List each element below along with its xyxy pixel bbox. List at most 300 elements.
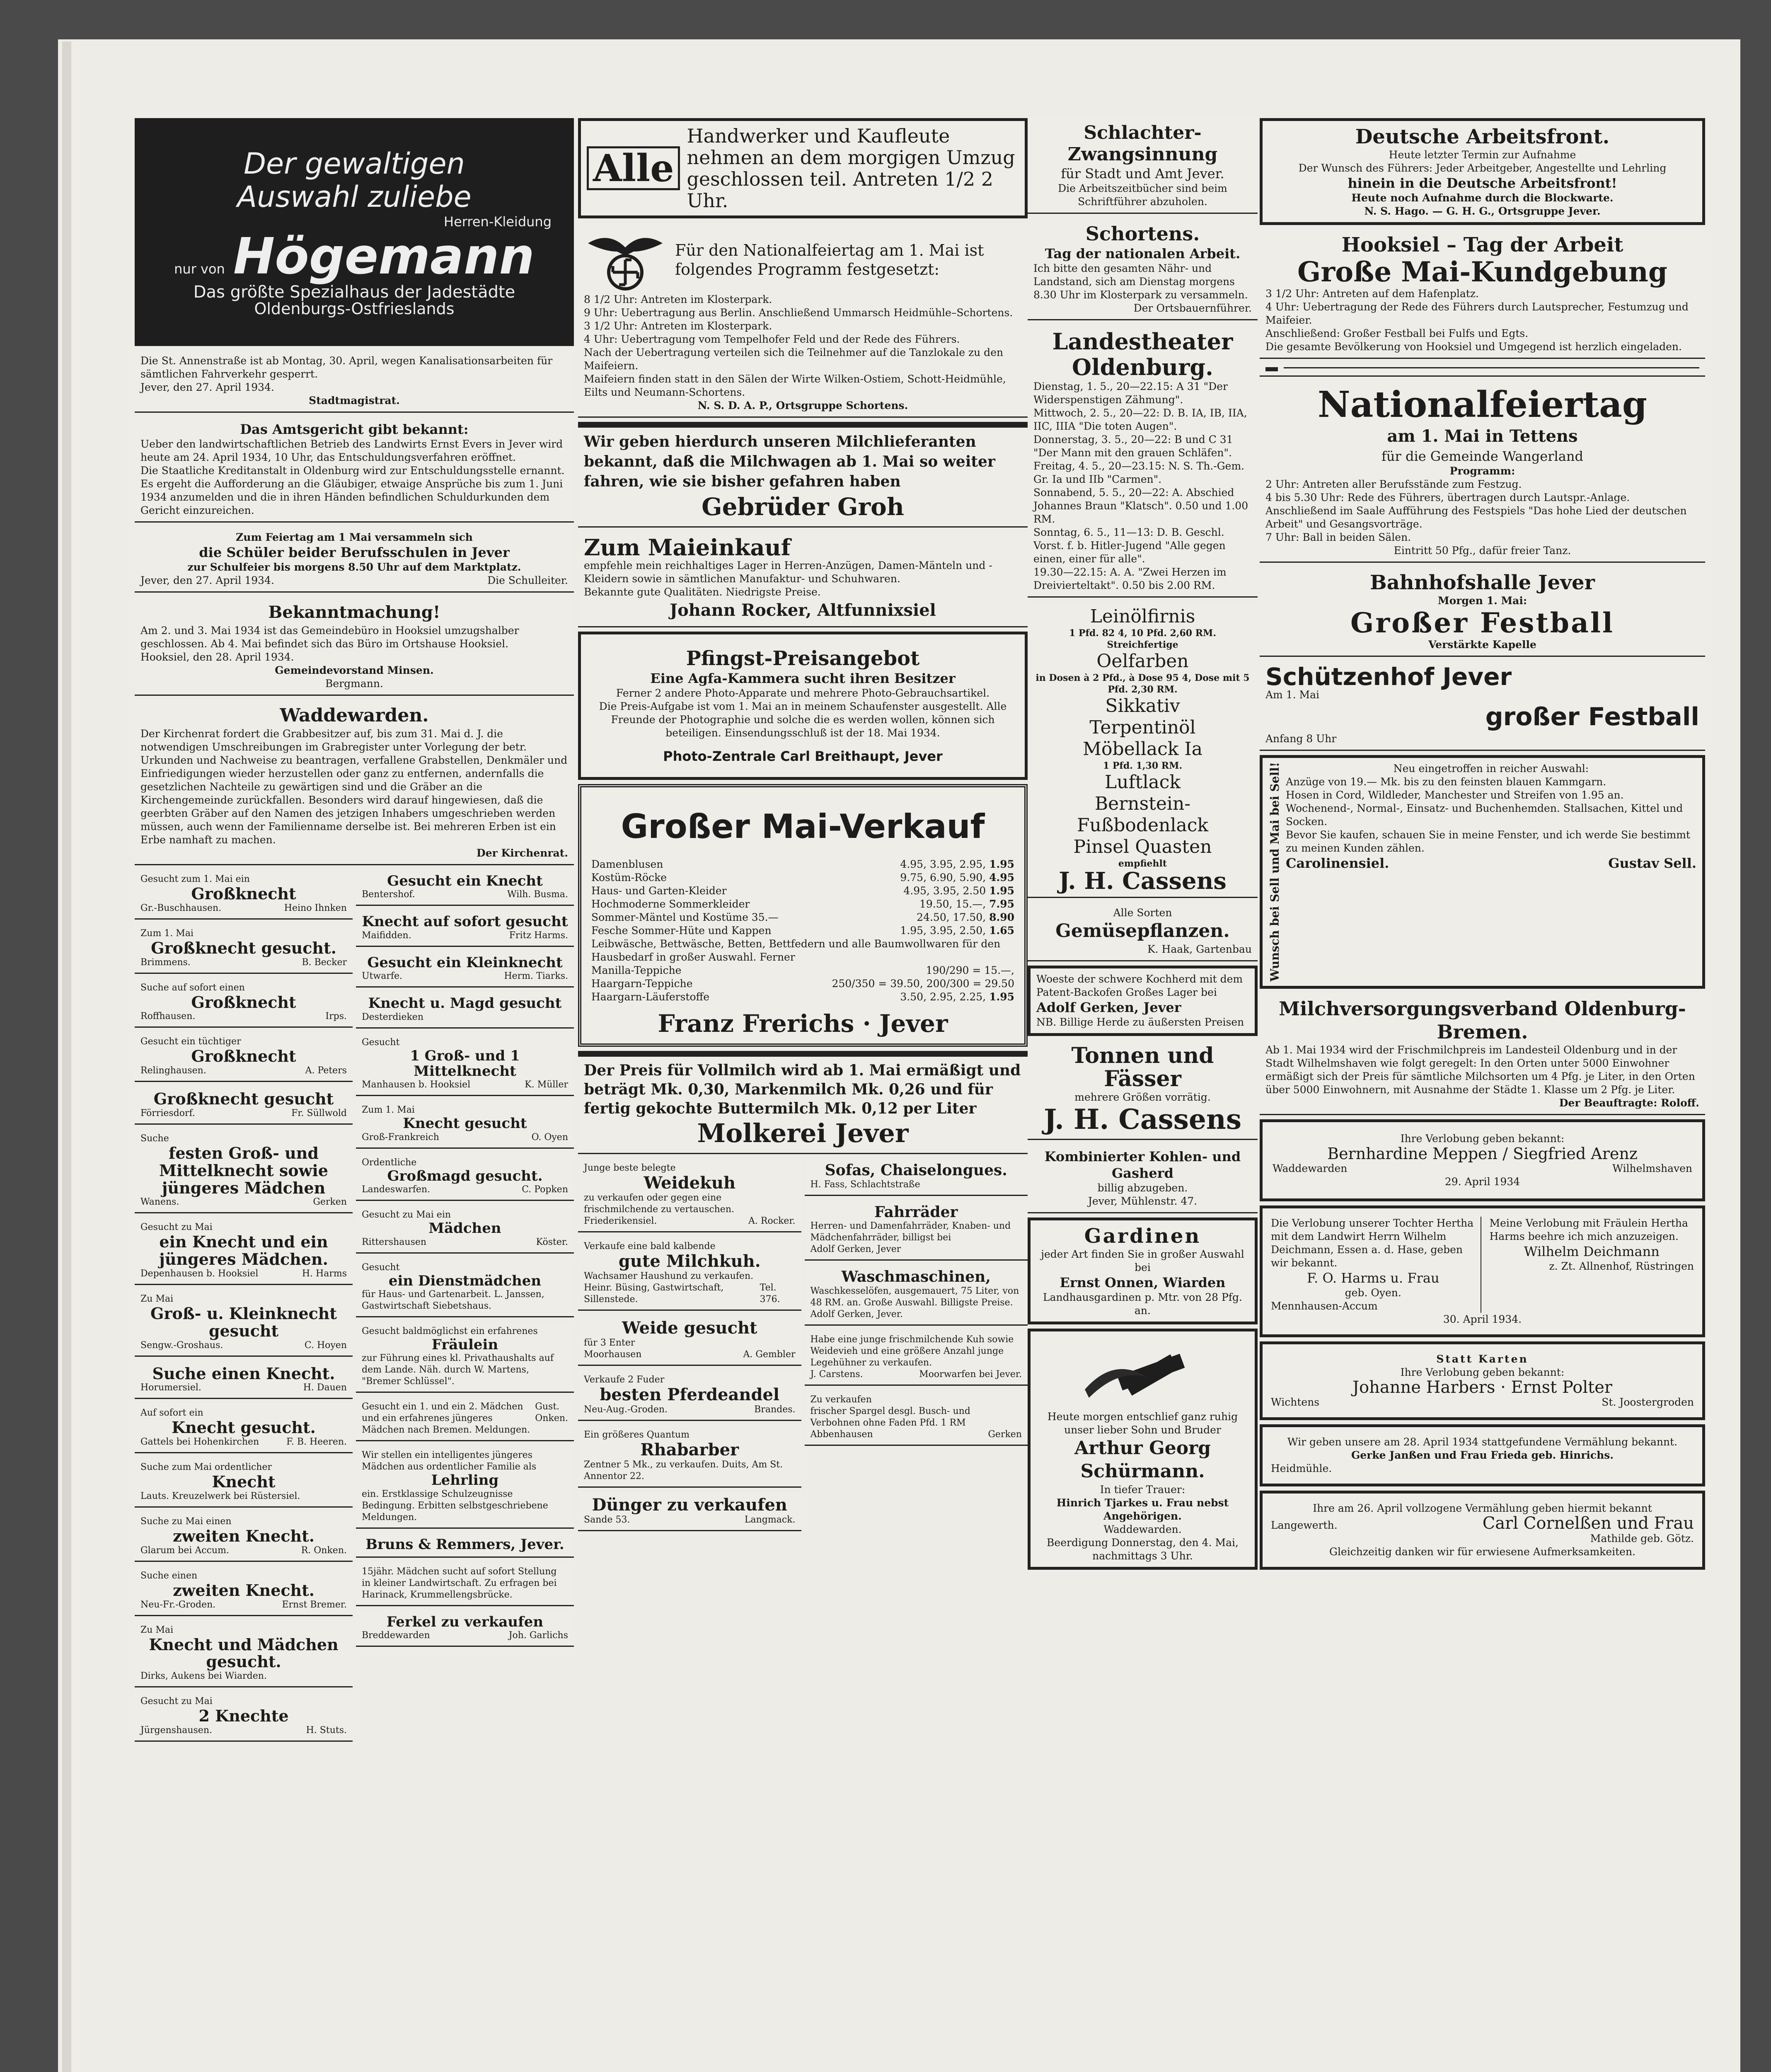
stadt-date: Jever, den 27. April 1934. xyxy=(140,381,274,393)
daf-sign: N. S. Hago. — G. H. G., Ortsgruppe Jever. xyxy=(1364,205,1601,217)
vermaehlung-names: Gerke Janßen und Frau Frieda geb. Hinrichs. xyxy=(1351,1449,1614,1461)
small-ad-left: Desterdieken xyxy=(362,1012,423,1022)
gemuese-sign: K. Haak, Gartenbau xyxy=(1147,943,1252,955)
small-ad-right: C. Hoyen xyxy=(304,1340,347,1351)
small-ad-head: zweiten Knecht. xyxy=(173,1526,315,1545)
sell-text3: Hosen in Cord, Wildleder, Manchester und Streifen von 1.95 an. xyxy=(1286,789,1624,801)
theater-item: Mittwoch, 2. 5., 20—22: D. B. IA, IB, IIA, IIC, IIIA "Die toten Augen". xyxy=(1033,407,1247,432)
woeste-sub: NB. Billige Herde zu äußersten Preisen xyxy=(1036,1016,1244,1028)
price-final: 1.95 xyxy=(989,991,1014,1003)
price-item: Sommer-Mäntel und Kostüme 35.— xyxy=(591,911,779,923)
small-ad xyxy=(356,1100,574,1148)
small-ad-right: A. Rocker. xyxy=(748,1216,796,1226)
verlobung2-rname: Wilhelm Deichmann xyxy=(1524,1243,1660,1259)
maiverkauf-rows xyxy=(591,858,1014,937)
small-ad-head: festen Groß- und Mittelknecht sowie jüngeres Mädchen xyxy=(159,1143,328,1197)
small-ad-right: C. Popken xyxy=(522,1184,568,1195)
small-ad-pre: Gesucht ein tüchtiger xyxy=(140,1036,241,1047)
price-values: 24.50, 17.50, 8.90 xyxy=(917,911,1014,923)
bahnhof-sub2: Verstärkte Kapelle xyxy=(1428,639,1536,651)
farben-item: Möbellack Ia xyxy=(1082,738,1203,760)
price-item: Haargarn-Läuferstoffe xyxy=(591,991,710,1003)
bahnhof-sub: Morgen 1. Mai: xyxy=(1437,595,1527,607)
column-2 xyxy=(578,118,1028,1535)
maiverkauf-rows2 xyxy=(591,964,1014,1004)
hooksiel-title2: Große Mai-Kundgebung xyxy=(1297,256,1667,288)
small-ad-pre: Gesucht zu Mai ein xyxy=(362,1210,451,1220)
small-ad xyxy=(356,1562,574,1606)
small-ad-footer xyxy=(362,971,568,982)
small-ad xyxy=(356,1033,574,1097)
tonnen-title: Tonnen und Fässer xyxy=(1071,1043,1214,1092)
price-values: 1.95, 3.95, 2.50, 1.65 xyxy=(900,925,1014,937)
price-row xyxy=(591,964,1014,977)
vermaehlung2-ad xyxy=(1260,1491,1705,1570)
maiverkauf-name: Franz Frerichs · Jever xyxy=(658,1009,948,1038)
small-ad xyxy=(805,1390,1028,1446)
alle-text: Handwerker und Kaufleute nehmen an dem morgigen Umzug geschlossen teil. Antreten 1/2 2 Uhr. xyxy=(687,125,1015,212)
small-ad-right: Fr. Süllwold xyxy=(291,1108,347,1118)
small-ad-footer xyxy=(362,930,568,942)
schuetzen-sub: Am 1. Mai xyxy=(1265,689,1320,701)
vermaehlung-text: Wir geben unsere am 28. April 1934 stattgefundene Vermählung bekannt. xyxy=(1287,1435,1678,1448)
verlobung1-date: 29. April 1934 xyxy=(1444,1175,1520,1188)
small-ad-left: Gr.-Buschhausen. xyxy=(140,903,222,913)
pfingst-sub: Ferner 2 andere Photo-Apparate und mehrere Photo-Gebrauchsartikel. xyxy=(616,687,990,699)
small-ad-left: Jürgenshausen. xyxy=(140,1725,212,1736)
price-values: 19.50, 15.—, 7.95 xyxy=(919,898,1014,910)
farben-item: Sikkativ xyxy=(1105,695,1180,716)
small-ad xyxy=(135,1692,353,1742)
small-ad-footer xyxy=(810,1244,1022,1255)
small-ad xyxy=(135,978,353,1028)
schule-sign: Die Schulleiter. xyxy=(487,574,568,586)
small-ad-pre: Ein größeres Quantum xyxy=(584,1430,690,1440)
gemuese-pre: Alle Sorten xyxy=(1113,907,1172,919)
schlachter-ad xyxy=(1028,118,1258,214)
farben-item: Terpentinöl xyxy=(1089,717,1196,738)
sell-text1: Neu eingetroffen in reicher Auswahl: xyxy=(1393,762,1589,775)
small-ad xyxy=(356,1533,574,1558)
small-ad-left: Abbenhausen xyxy=(810,1429,873,1440)
column-3 xyxy=(1028,118,1258,1574)
schortens-sign: Der Ortsbauernführer. xyxy=(1133,302,1252,314)
small-ad-right: H. Harms xyxy=(302,1268,347,1279)
small-ads-right xyxy=(356,869,574,1746)
small-ad-right: Köster. xyxy=(536,1237,568,1247)
small-ad-head: Großknecht xyxy=(191,992,296,1012)
small-ad-pre: Zu verkaufen xyxy=(810,1394,872,1405)
nationalfeiertag-price: Eintritt 50 Pfg., dafür freier Tanz. xyxy=(1394,545,1571,557)
molkerei-name: Molkerei Jever xyxy=(697,1118,909,1148)
small-ad-head: Großmagd gesucht. xyxy=(387,1167,543,1184)
small-ad-footer xyxy=(362,1132,568,1143)
small-ad-right: K. Müller xyxy=(525,1080,568,1090)
small-ad-footer xyxy=(810,1309,1022,1320)
small-ad-left: Horumersiel. xyxy=(140,1382,201,1393)
small-ad xyxy=(135,1403,353,1453)
price-values: 190/290 = 15.—, xyxy=(926,964,1014,976)
small-ad-footer xyxy=(362,1012,568,1023)
small-ad-left: Landeswarfen. xyxy=(362,1184,431,1195)
small-ad-footer xyxy=(140,1670,347,1682)
small-ad-footer xyxy=(140,1545,347,1556)
pfingst-sign: Photo-Zentrale Carl Breithaupt, Jever xyxy=(663,748,943,764)
feiertag-item: 9 Uhr: Uebertragung aus Berlin. Anschließend Ummarsch Heidmühle–Schortens. xyxy=(584,307,1013,319)
schule-l1: Zum Feiertag am 1 Mai versammeln sich xyxy=(236,531,473,543)
theater-item: Sonntag, 6. 5., 11—13: D. B. Geschl. Vorst. f. b. Hitler-Jugend "Alle gegen einen, einer für alle". xyxy=(1033,526,1226,565)
small-ad-left: Gattels bei Hohenkirchen xyxy=(140,1437,259,1447)
schuetzen-head: großer Festball xyxy=(1485,702,1699,731)
schortens-title: Schortens. xyxy=(1085,223,1200,245)
small-ad-footer xyxy=(584,1282,796,1305)
small-ad-head: Lehrling xyxy=(431,1472,499,1489)
small-ad xyxy=(135,1289,353,1357)
small-ad-head: Bruns & Remmers, Jever. xyxy=(365,1536,564,1553)
kohlen-sign: Jever, Mühlenstr. 47. xyxy=(1088,1195,1198,1207)
price-final: 7.95 xyxy=(989,898,1014,910)
small-ad xyxy=(135,1086,353,1125)
small-ad xyxy=(356,1610,574,1647)
small-ad-right: Tel. 376. xyxy=(760,1283,780,1305)
kohlen-text: billig abzugeben. xyxy=(1097,1182,1188,1194)
small-ad-footer xyxy=(140,1065,347,1077)
small-ad-right: H. Dauen xyxy=(303,1382,347,1393)
maieinkauf-title: Zum Maieinkauf xyxy=(584,534,791,561)
small-ad-head: Mädchen xyxy=(428,1220,501,1237)
todes-family: Hinrich Tjarkes u. Frau nebst Angehörigen. xyxy=(1056,1497,1229,1522)
small-ad xyxy=(805,1265,1028,1326)
verlobung2-right: Meine Verlobung mit Fräulein Hertha Harms beehre ich mich anzuzeigen. xyxy=(1489,1217,1688,1242)
small-ad-left: Adolf Gerken, Jever. xyxy=(810,1309,903,1319)
verlobung2-left: Die Verlobung unserer Tochter Hertha mit dem Landwirt Herrn Wilhelm Deichmann, Essen a. d. Hase, geben wir bekannt. xyxy=(1271,1217,1474,1269)
small-ad-pre: Gesucht xyxy=(362,1262,400,1273)
small-ad xyxy=(356,869,574,906)
waddewarden-sign: Der Kirchenrat. xyxy=(477,847,568,859)
small-ad-right: Herm. Tiarks. xyxy=(504,971,568,982)
memorial-cross-icon xyxy=(1081,1340,1205,1406)
small-ad-footer xyxy=(362,1630,568,1641)
small-ad-pre: Gesucht zum 1. Mai ein xyxy=(140,874,250,884)
col2-small-right xyxy=(805,1158,1028,1535)
small-ad-right: Moorwarfen bei Jever. xyxy=(919,1369,1022,1380)
column-4 xyxy=(1260,118,1705,1574)
farben-item: Bernstein-Fußbodenlack xyxy=(1077,793,1209,836)
hooksiel-title: Hooksiel – Tag der Arbeit xyxy=(1341,233,1623,257)
col2-small-left xyxy=(578,1158,801,1535)
verlobung2-lname: F. O. Harms u. Frau xyxy=(1306,1270,1440,1286)
minsen-name: Bergmann. xyxy=(325,678,383,690)
small-ad-footer xyxy=(140,1382,347,1394)
maieinkauf-ad xyxy=(578,532,1028,627)
karten-pre: Ihre Verlobung geben bekannt: xyxy=(1400,1366,1565,1378)
schuetzen-time: Anfang 8 Uhr xyxy=(1265,733,1337,745)
small-ad xyxy=(135,1129,353,1213)
groh-ad xyxy=(578,422,1028,528)
small-ad xyxy=(356,951,574,988)
amtsgericht-p3: Es ergeht die Aufforderung an die Gläubiger, etwaige Ansprüche bis zum 1. Juni 1934 anzumelden und die in ihren Händen befindlichen Schuldurkunden dem Gericht einzureichen. xyxy=(140,478,563,516)
small-ad-pre: Auf sofort ein xyxy=(140,1408,203,1418)
small-ad-footer xyxy=(810,1369,1022,1380)
verlobung1-p2: Wilhelmshaven xyxy=(1612,1162,1692,1174)
small-ad-right: Gust. Onken. xyxy=(535,1402,569,1424)
woeste-ad xyxy=(1028,966,1258,1036)
price-final: 1.65 xyxy=(989,925,1014,937)
small-ad-right: Gerken xyxy=(313,1197,347,1208)
hogemann-ad xyxy=(135,118,574,346)
hogemann-line3: Herren-Kleidung xyxy=(444,214,552,230)
small-ad-head: Dünger zu verkaufen xyxy=(592,1495,787,1515)
small-ad-right: Heino Ihnken xyxy=(284,903,347,913)
small-ad-pre: Gesucht zu Mai xyxy=(140,1222,213,1233)
small-ad-pre: Suche auf sofort einen xyxy=(140,982,245,993)
pfingst-head: Eine Agfa-Kammera sucht ihren Besitzer xyxy=(650,670,956,686)
small-ad-right: Joh. Garlichs xyxy=(508,1630,568,1641)
daf-l3: hinein in die Deutsche Arbeitsfront! xyxy=(1348,175,1617,191)
todes-place: Waddewarden. xyxy=(1103,1523,1182,1535)
feiertag-sign: N. S. D. A. P., Ortsgruppe Schortens. xyxy=(697,399,908,411)
small-ad-left: Rittershausen xyxy=(362,1237,427,1247)
small-ad-pre: Zu Mai xyxy=(140,1624,174,1635)
vermaehlung2-sub: Mathilde geb. Götz. xyxy=(1590,1532,1694,1544)
small-ads-grid xyxy=(135,869,574,1746)
stadt-text: Die St. Annenstraße ist ab Montag, 30. April, wegen Kanalisationsarbeiten für sämtlichen Fahrverkehr gesperrt. xyxy=(140,355,553,380)
small-ad xyxy=(135,1032,353,1082)
small-ad-left: Glarum bei Accum. xyxy=(140,1545,229,1556)
nationalfeiertag-item: 7 Uhr: Ball in beiden Sälen. xyxy=(1265,531,1411,543)
verlobung1-p1: Waddewarden xyxy=(1273,1162,1348,1174)
price-row xyxy=(591,898,1014,911)
small-ad-left: J. Carstens. xyxy=(810,1369,863,1380)
small-ad-pre: Verkaufe 2 Fuder xyxy=(584,1375,665,1385)
small-ad-head: Ferkel zu verkaufen xyxy=(386,1614,544,1631)
hooksiel-item: Anschließend: Großer Festball bei Fulfs und Egts. xyxy=(1265,327,1529,339)
kohlen-title: Kombinierter Kohlen- und Gasherd xyxy=(1044,1149,1241,1181)
small-ad xyxy=(356,1322,574,1393)
feiertag-intro: Für den Nationalfeiertag am 1. Mai ist folgendes Programm festgesetzt: xyxy=(675,241,984,278)
small-ad-left: Neu-Aug.-Groden. xyxy=(584,1404,668,1415)
small-ad-left: zur Führung eines kl. Privathaushalts auf dem Lande. Näh. durch W. Martens, "Bremer Schlüssel". xyxy=(362,1353,554,1387)
alle-ad xyxy=(578,118,1028,218)
sell-text4: Wochenend-, Normal-, Einsatz- und Buchenhemden. Stallsachen, Kittel und Socken. xyxy=(1286,802,1683,828)
maiverkauf-ad xyxy=(578,784,1028,1047)
small-ad-pre: Zum 1. Mai xyxy=(362,1105,415,1116)
small-ad-left: Bentershof. xyxy=(362,889,415,900)
theater-ad xyxy=(1028,324,1258,598)
price-final: 8.90 xyxy=(989,911,1014,923)
small-ad-head: 1 Groß- und 1 Mittelknecht xyxy=(410,1047,520,1080)
verlobung1-ad: Ihre Verlobung geben bekannt: Bernhardine Meppen / Siegfried Arenz Waddewarden Wilhelmshaven 29. April 1934 xyxy=(1260,1119,1705,1201)
col2-small-grid xyxy=(578,1158,1028,1535)
waddewarden-text: Der Kirchenrat fordert die Grabbesitzer auf, bis zum 31. Mai d. J. die notwendigen Umschreibungen im Grabregister unter Vorlegung der betr. Urkunden und Nachweise zu beantragen, verfallene Grabstellen, Denkmäler und Einfriedigungen wieder herzustellen oder ganz zu entfernen, andernfalls die gesetzlichen Nachteile zu gewärtigen sind und die Gräber an die Kirchengemeinde zurückfallen. Besonders wird darauf hingewiesen, daß die geerbten Gräber auf den Namen des jetzigen Inhabers umgeschrieben werden müssen, auch wenn der Familienname derselbe ist. Bei mehreren Erben ist ein Erbe namhaft zu machen. xyxy=(140,728,568,846)
small-ad-right: A. Gembler xyxy=(743,1349,796,1360)
milch-sign: Der Beauftragte: Roloff. xyxy=(1559,1097,1699,1109)
schule-date: Jever, den 27. April 1934. xyxy=(140,574,274,586)
small-ad-footer xyxy=(584,1404,796,1416)
small-ad xyxy=(578,1425,801,1488)
molkerei-text: Der Preis für Vollmilch wird ab 1. Mai ermäßigt und beträgt Mk. 0,30, Markenmilch Mk. 0,26 und für fertig gekochte Buttermilch Mk. 0,12 per Liter xyxy=(584,1062,1021,1117)
schlachter-title: Schlachter-Zwangsinnung xyxy=(1067,122,1218,165)
small-ad-head: Weidekuh xyxy=(644,1173,736,1193)
small-ad-pre: Gesucht xyxy=(362,1037,400,1048)
small-ad xyxy=(356,1153,574,1201)
small-ad-left: Adolf Gerken, Jever xyxy=(810,1244,901,1255)
price-item: Kostüm-Röcke xyxy=(591,871,667,884)
pfingst-text: Die Preis-Aufgabe ist vom 1. Mai an in meinem Schaufenster ausgestellt. Alle Freunde der Photographie und solche die es werden wollen, können sich beteiligen. Einsendungsschluß ist der 18. Mai 1934. xyxy=(599,700,1007,739)
feiertag-item: 8 1/2 Uhr: Antreten im Klosterpark. xyxy=(584,293,772,305)
farben-item: Pinsel Quasten xyxy=(1073,836,1212,857)
vermaehlung2-text: Ihre am 26. April vollzogene Vermählung geben hiermit bekannt xyxy=(1313,1502,1652,1514)
small-ad-left: Friederikensiel. xyxy=(584,1216,657,1226)
price-row xyxy=(591,911,1014,924)
nationalfeiertag-sub2: für die Gemeinde Wangerland xyxy=(1381,448,1583,464)
small-ad-pre: Junge beste belegte xyxy=(584,1163,676,1173)
nationalfeiertag-title: Nationalfeiertag xyxy=(1318,384,1647,426)
small-ad xyxy=(356,910,574,946)
hooksiel-items xyxy=(1265,287,1699,353)
small-ad-pre: Gesucht baldmöglichst ein erfahrenes xyxy=(362,1326,538,1336)
small-ad-footer xyxy=(362,1566,568,1601)
small-ad xyxy=(135,1218,353,1285)
minsen-sign: Gemeindevorstand Minsen. xyxy=(275,664,434,676)
feiertag-item: 4 Uhr: Uebertragung vom Tempelhofer Feld und der Rede des Führers. xyxy=(584,333,960,345)
small-ad-footer xyxy=(362,1353,568,1387)
bahnhof-title: Bahnhofshalle Jever xyxy=(1370,571,1595,594)
feiertag-item: 3 1/2 Uhr: Antreten im Klosterpark. xyxy=(584,320,772,332)
vermaehlung-place: Heidmühle. xyxy=(1271,1462,1332,1474)
maieinkauf-text: empfehle mein reichhaltiges Lager in Herren-Anzügen, Damen-Mänteln und -Kleidern sowie in sämtlichen Manufaktur- und Schuhwaren. xyxy=(584,559,992,585)
schortens-sub: Tag der nationalen Arbeit. xyxy=(1045,246,1241,261)
farben-item: 1 Pfd. 82 4, 10 Pfd. 2,60 RM. xyxy=(1069,628,1217,639)
schortens-ad xyxy=(1028,218,1258,320)
price-values: 4.95, 3.95, 2.50 1.95 xyxy=(903,885,1014,897)
small-ad-right: R. Onken. xyxy=(301,1545,347,1556)
small-ad-head: Knecht auf sofort gesucht xyxy=(362,913,568,930)
small-ad xyxy=(135,1566,353,1616)
amtsgericht-notice xyxy=(135,417,574,523)
woeste-name: Adolf Gerken, Jever xyxy=(1036,1000,1181,1015)
maiverkauf-title: Großer Mai-Verkauf xyxy=(621,807,985,846)
small-ad-footer xyxy=(584,1215,796,1227)
small-ad-right: H. Stuts. xyxy=(306,1725,347,1736)
hooksiel-ad xyxy=(1260,229,1705,359)
farben-item: Leinölfirnis xyxy=(1090,606,1195,627)
amtsgericht-title: Das Amtsgericht gibt bekannt: xyxy=(240,421,469,437)
small-ad-head: Knecht xyxy=(212,1472,276,1491)
price-final: 4.95 xyxy=(989,871,1014,884)
clevern-big xyxy=(1265,367,1278,371)
small-ad-right: Irps. xyxy=(325,1011,347,1022)
daf-l4: Heute noch Aufnahme durch die Blockwarte. xyxy=(1351,192,1614,204)
alle-big: Alle xyxy=(587,146,680,190)
small-ad-pre: Wir stellen ein intelligentes jüngeres Mädchen aus ordentlicher Familie als xyxy=(362,1450,537,1472)
minsen-text: Am 2. und 3. Mai 1934 ist das Gemeindebüro in Hooksiel umzugshalber geschlossen. Ab 4. Mai befindet sich das Büro im Ortshause Hooksiel. xyxy=(140,625,519,650)
page-spine xyxy=(62,41,71,2072)
price-row xyxy=(591,884,1014,898)
hogemann-line1: Der gewaltigen xyxy=(244,147,465,181)
small-ad-right: Brandes. xyxy=(754,1404,796,1415)
todes-funeral: Beerdigung Donnerstag, den 4. Mai, nachmittags 3 Uhr. xyxy=(1047,1537,1239,1562)
price-values: 9.75, 6.90, 5.90, 4.95 xyxy=(900,871,1014,884)
groh-text: Wir geben hierdurch unseren Milchlieferanten bekannt, daß die Milchwagen ab 1. Mai so weiter fahren, wie sie bisher gefahren haben xyxy=(584,433,995,490)
todes-text: Heute morgen entschlief ganz ruhig unser lieber Sohn und Bruder xyxy=(1047,1411,1238,1436)
pfingst-ad xyxy=(578,632,1028,780)
waddewarden-notice xyxy=(135,700,574,865)
hogemann-line4: nur von xyxy=(174,261,225,277)
sell-text2: Anzüge von 19.— Mk. bis zu den feinsten blauen Kammgarn. xyxy=(1286,776,1606,788)
small-ad-footer xyxy=(362,1237,568,1248)
small-ad-right: O. Oyen xyxy=(531,1132,568,1143)
small-ad-left: Relinghausen. xyxy=(140,1065,206,1076)
small-ad xyxy=(135,1457,353,1508)
schlachter-text: Die Arbeitszeitbücher sind beim Schriftführer abzuholen. xyxy=(1058,182,1227,208)
hooksiel-item: Die gesamte Bevölkerung von Hooksiel und Umgegend ist herzlich eingeladen. xyxy=(1265,341,1682,353)
small-ad-text: Wachsamer Haushund zu verkaufen. xyxy=(584,1271,754,1281)
small-ad-pre: Suche zu Mai einen xyxy=(140,1516,232,1527)
karten-p1: Wichtens xyxy=(1271,1396,1320,1408)
sell-name2: Gustav Sell. xyxy=(1608,855,1696,871)
todes-sub: In tiefer Trauer: xyxy=(1100,1484,1186,1496)
small-ad-head: zweiten Knecht. xyxy=(173,1581,315,1600)
small-ad-footer xyxy=(140,957,347,968)
farben-item: in Dosen à 2 Pfd., à Dose 95 4, Dose mit 5 Pfd. 2,30 RM. xyxy=(1036,673,1250,695)
hogemann-line5: Das größte Spezialhaus der Jadestädte xyxy=(193,283,515,302)
schlachter-sub: für Stadt und Amt Jever. xyxy=(1061,166,1224,182)
price-row xyxy=(591,924,1014,937)
schuetzen-title: Schützenhof Jever xyxy=(1265,663,1512,691)
small-ad xyxy=(356,1397,574,1441)
hooksiel-item: 4 Uhr: Uebertragung der Rede des Führers durch Lautsprecher, Festumzug und Maifeier. xyxy=(1265,301,1689,326)
small-ad-pre: Suche zum Mai ordentlicher xyxy=(140,1462,272,1473)
small-ad-left: Breddewarden xyxy=(362,1630,430,1641)
maiverkauf-p: Leibwäsche, Bettwäsche, Betten, Bettfedern und alle Baumwollwaren für den Hausbedarf in großer Auswahl. Ferner xyxy=(591,938,1001,963)
small-ad-footer xyxy=(140,903,347,914)
karten-head: Statt Karten xyxy=(1436,1353,1529,1365)
small-ad-left: Gesucht ein 1. und ein 2. Mädchen und ein erfahrenes jüngeres Mädchen nach Bremen. Meldungen. xyxy=(362,1402,530,1435)
price-item: Hochmoderne Sommerkleider xyxy=(591,898,750,910)
karten-p2: St. Joostergroden xyxy=(1602,1396,1694,1408)
small-ads-left xyxy=(135,869,353,1746)
small-ad-footer xyxy=(810,1179,1022,1191)
farben-item: 1 Pfd. 1,30 RM. xyxy=(1103,760,1183,771)
theater-item: Dienstag, 1. 5., 20—22.15: A 31 "Der Widerspenstigen Zähmung". xyxy=(1033,380,1228,406)
price-values: 4.95, 3.95, 2.95, 1.95 xyxy=(900,858,1014,870)
small-ad-pre: Suche xyxy=(140,1133,169,1144)
farben-item: Luftlack xyxy=(1104,772,1181,793)
small-ad-footer xyxy=(140,1196,347,1208)
daf-l2: Der Wunsch des Führers: Jeder Arbeitgeber, Angestellte und Lehrling xyxy=(1298,162,1667,174)
theater-title: Landestheater Oldenburg. xyxy=(1052,328,1233,380)
small-ad-left: Groß-Frankreich xyxy=(362,1132,439,1143)
daf-title: Deutsche Arbeitsfront. xyxy=(1355,125,1610,148)
price-item: Haus- und Garten-Kleider xyxy=(591,885,727,897)
small-ad-left: Lauts. Kreuzelwerk bei Rüstersiel. xyxy=(140,1491,300,1501)
small-ad-footer xyxy=(140,1725,347,1736)
bahnhof-ad xyxy=(1260,567,1705,657)
verlobung2-lplace: Mennhausen-Accum xyxy=(1271,1300,1378,1312)
price-values: 3.50, 2.95, 2.25, 1.95 xyxy=(900,991,1014,1003)
small-ad-left: 15jähr. Mädchen sucht auf sofort Stellung in kleiner Landwirtschaft. Zu erfragen bei Harinack, Krummellengsbrücke. xyxy=(362,1566,557,1600)
hogemann-name: Högemann xyxy=(233,228,535,286)
small-ad-text: zu verkaufen oder gegen eine frischmilchende zu vertauschen. xyxy=(584,1193,734,1215)
small-ad-footer xyxy=(584,1514,796,1526)
small-ad xyxy=(356,992,574,1028)
price-values: 250/350 = 39.50, 200/300 = 29.50 xyxy=(832,978,1014,990)
karten-ad xyxy=(1260,1341,1705,1420)
small-ad-right: Langmack. xyxy=(744,1515,796,1525)
small-ad-left: Dirks, Aukens bei Wiarden. xyxy=(140,1671,267,1682)
small-ad-left: Wanens. xyxy=(140,1197,179,1208)
